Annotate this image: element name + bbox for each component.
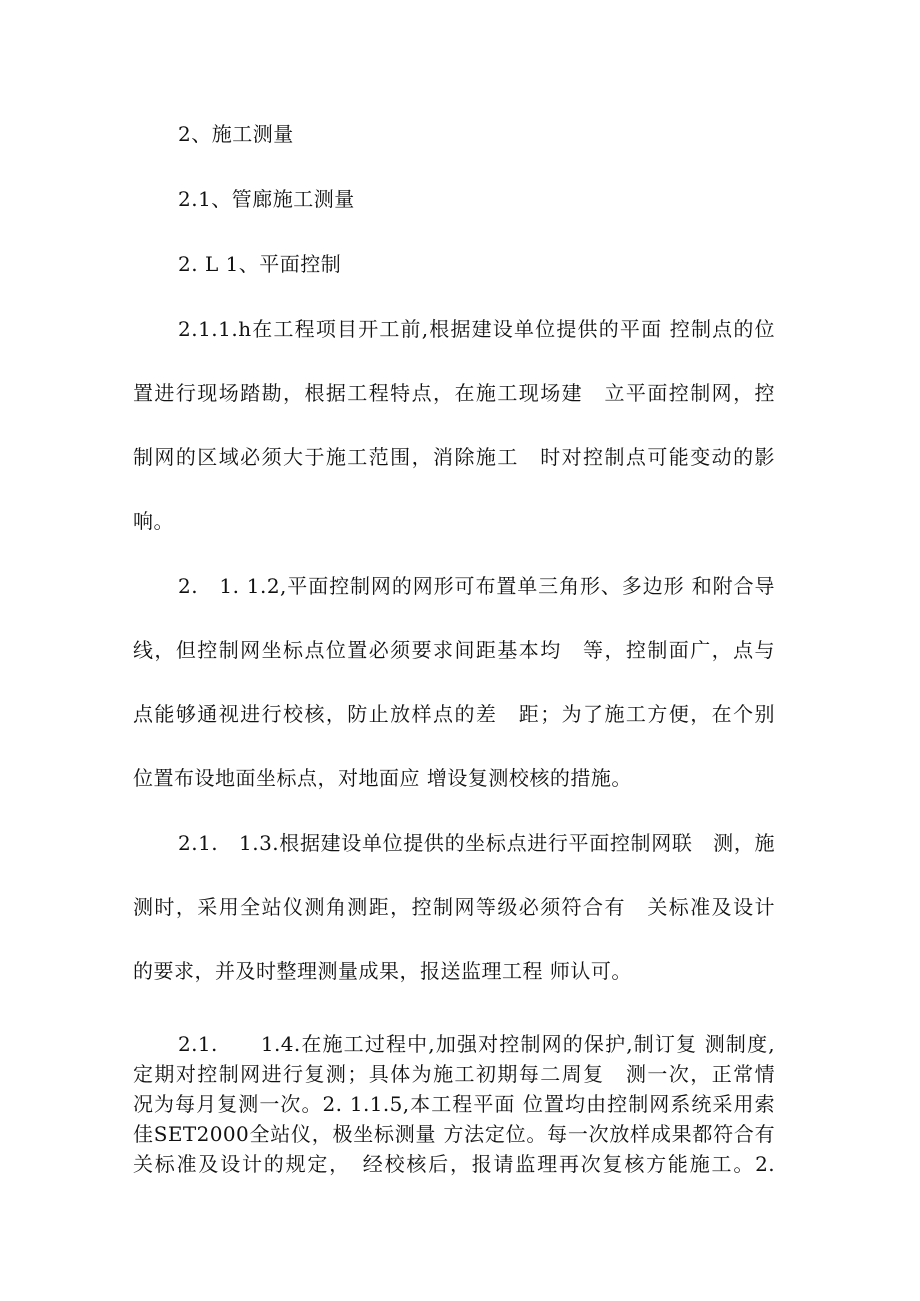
sub-subsection-heading: 2. L 1、平面控制 [178,252,342,276]
paragraph-2-line-4: 位置布设地面坐标点，对地面应 增设复测校核的措施。 [133,766,632,790]
paragraph-4-line-1: 2.1. 1.4.在施工过程中,加强对控制网的保护,制订复 测制度, [178,1032,775,1056]
paragraph-1-line-3: 制网的区域必须大于施工范围，消除施工 时对控制点可能变动的影 [133,445,775,469]
paragraph-4-line-5: 关标准及设计的规定， 经校核后，报请监理再次复核方能施工。2. [133,1152,775,1176]
paragraph-2-line-2: 线，但控制网坐标点位置必须要求间距基本均 等，控制面广，点与 [133,638,775,662]
paragraph-4-line-3: 况为每月复测一次。2. 1.1.5,本工程平面 位置均由控制网系统采用索 [133,1092,775,1116]
paragraph-1-line-4: 响。 [133,509,174,533]
section-heading: 2、施工测量 [178,122,294,146]
paragraph-1-line-2: 置进行现场踏勘，根据工程特点，在施工现场建 立平面控制网，控 [133,381,775,405]
paragraph-3-line-3: 的要求，并及时整理测量成果，报送监理工程 师认可。 [133,959,632,983]
paragraph-3-line-1: 2.1. 1.3.根据建设单位提供的坐标点进行平面控制网联 测，施 [178,831,775,855]
paragraph-4-line-4: 佳SET2000全站仪，极坐标测量 方法定位。每一次放样成果都符合有 [133,1122,775,1146]
paragraph-1-line-1: 2.1.1.h在工程项目开工前,根据建设单位提供的平面 控制点的位 [178,317,775,341]
subsection-heading: 2.1、管廊施工测量 [178,187,355,211]
paragraph-2-line-3: 点能够通视进行校核，防止放样点的差 距；为了施工方便，在个别 [133,702,775,726]
paragraph-2-line-1: 2. 1. 1.2,平面控制网的网形可布置单三角形、多边形 和附合导 [178,574,775,598]
paragraph-3-line-2: 测时，采用全站仪测角测距，控制网等级必须符合有 关标准及设计 [133,895,775,919]
paragraph-4-line-2: 定期对控制网进行复测；具体为施工初期每二周复 测一次，正常情 [133,1062,775,1086]
